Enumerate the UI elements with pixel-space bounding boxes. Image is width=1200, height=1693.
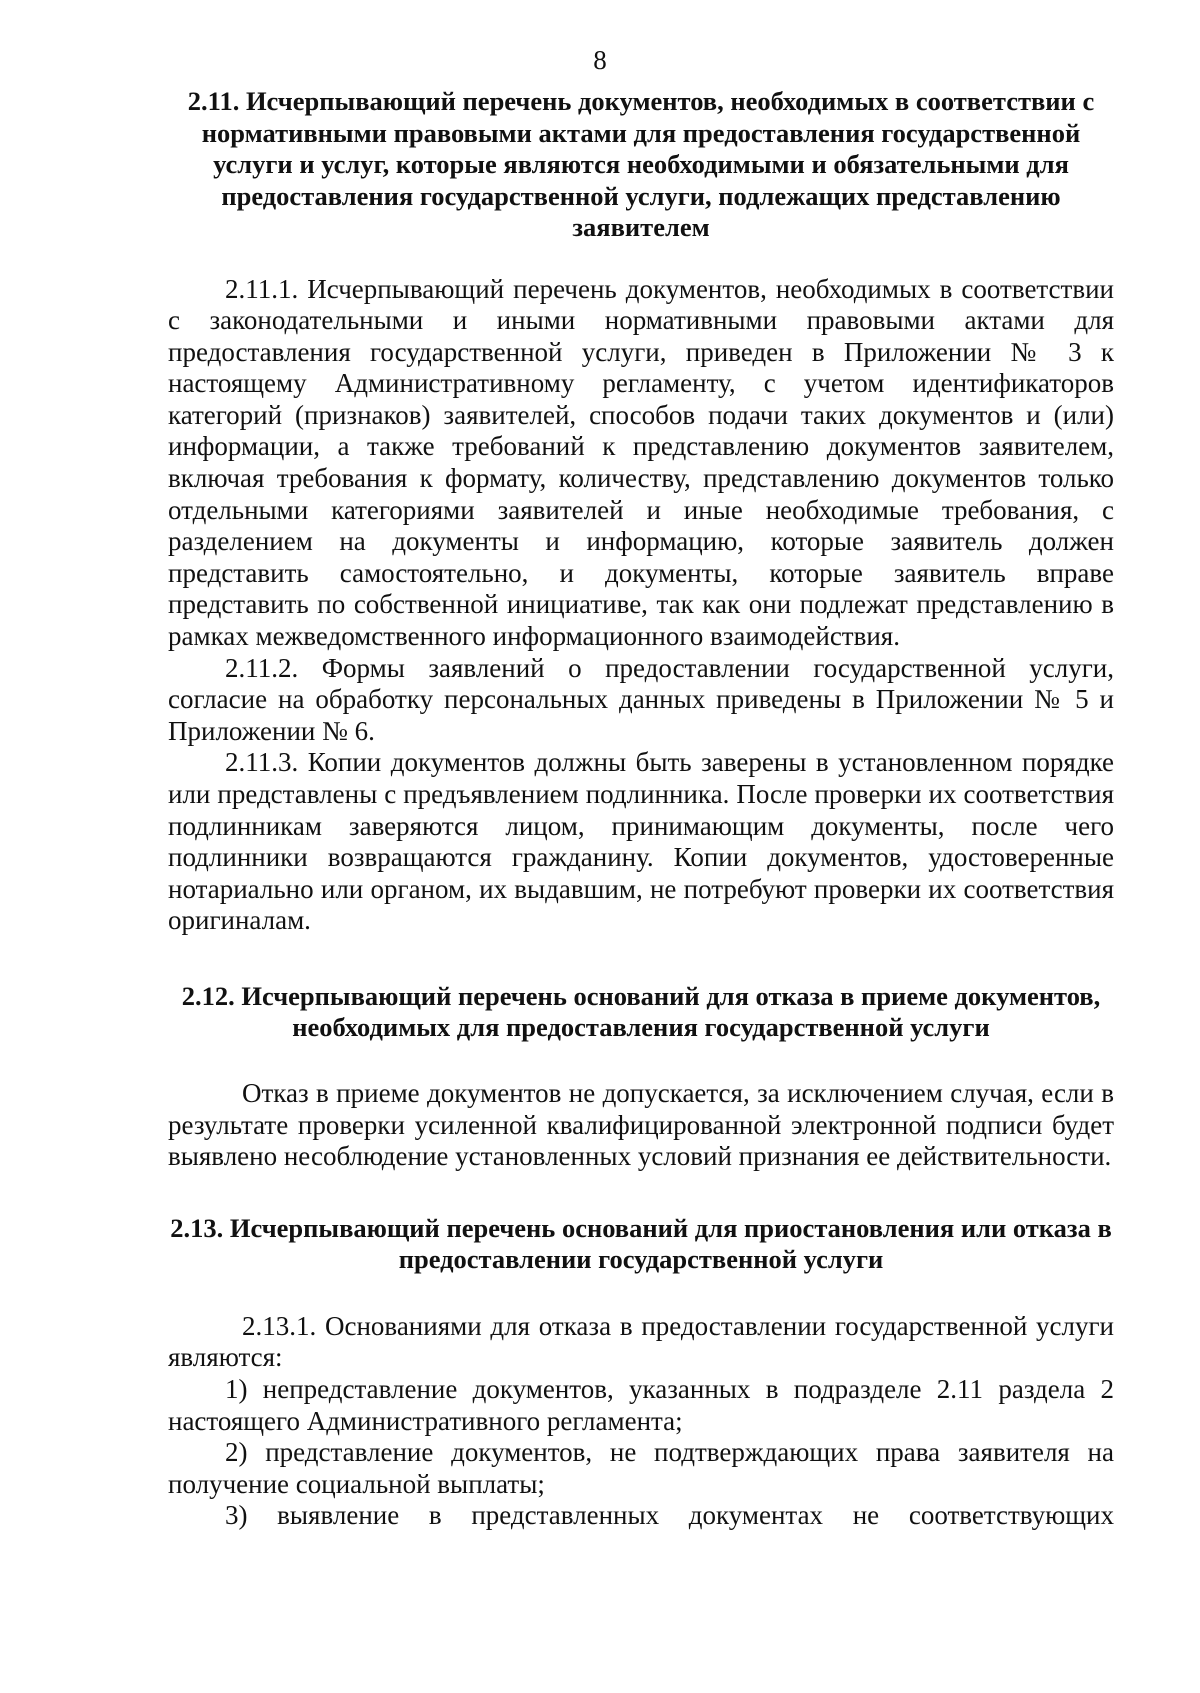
paragraph-2-11-2: 2.11.2. Формы заявлений о предоставлении государственной услуги, согласие на обработку персональных данных приведены в Приложении № 5 и Приложении № 6. bbox=[168, 652, 1114, 746]
list-item-3: 3) выявление в представленных документах не соответствующих bbox=[225, 1500, 1114, 1531]
paragraph-2-11-1: 2.11.1. Исчерпывающий перечень документов, необходимых в соответствии с законодательными и иными нормативными правовыми актами для предоставления государственной услуги, приведен в Приложении № 3 к настоящему Административному регламенту, с учетом идентификаторов категорий (признаков) заявителей, способов подачи таких документов и (или) информации, а также требований к представлению документов заявителем, включая требования к формату, количеству, представлению документов только отдельными категориями заявителей и иные необходимые требования, с разделением на документы и информацию, которые заявитель должен представить самостоятельно, и документы, которые заявитель вправе представить по собственной инициативе, так как они подлежат представлению в рамках межведомственного информационного взаимодействия. bbox=[168, 273, 1114, 652]
section-heading-2-11: 2.11. Исчерпывающий перечень документов, необходимых в соответствии с нормативными правовыми актами для предоставления государственной услуги и услуг, которые являются необходимыми и обязательными для предоставления государственной услуги, подлежащих представлению заявителем bbox=[187, 86, 1095, 242]
paragraph-2-11-3: 2.11.3. Копии документов должны быть заверены в установленном порядке или представлены с предъявлением подлинника. После проверки их соответствия подлинникам заверяются лицом, принимающим документы, после чего подлинники возвращаются гражданину. Копии документов, удостоверенные нотариально или органом, их выдавшим, не потребуют проверки их соответствия оригиналам. bbox=[168, 747, 1114, 936]
list-item-2: 2) представление документов, не подтверждающих права заявителя на получение социальной выплаты; bbox=[168, 1437, 1114, 1499]
page-number: 8 bbox=[593, 45, 607, 75]
section-heading-2-13: 2.13. Исчерпывающий перечень оснований для приостановления или отказа в предоставлении государственной услуги bbox=[170, 1212, 1112, 1275]
document-body bbox=[168, 86, 1114, 1532]
paragraph-2-12: Отказ в приеме документов не допускается, за исключением случая, если в результате проверки усиленной квалифицированной электронной подписи будет выявлено несоблюдение установленных условий признания ее действительности. bbox=[168, 1077, 1114, 1172]
paragraph-2-13-1: 2.13.1. Основаниями для отказа в предоставлении государственной услуги являются: bbox=[168, 1310, 1114, 1373]
list-item-1: 1) непредставление документов, указанных в подразделе 2.11 раздела 2 настоящего Административного регламента; bbox=[168, 1373, 1114, 1436]
section-heading-2-12: 2.12. Исчерпывающий перечень оснований для отказа в приеме документов, необходимых для предоставления государственной услуги bbox=[181, 980, 1101, 1043]
